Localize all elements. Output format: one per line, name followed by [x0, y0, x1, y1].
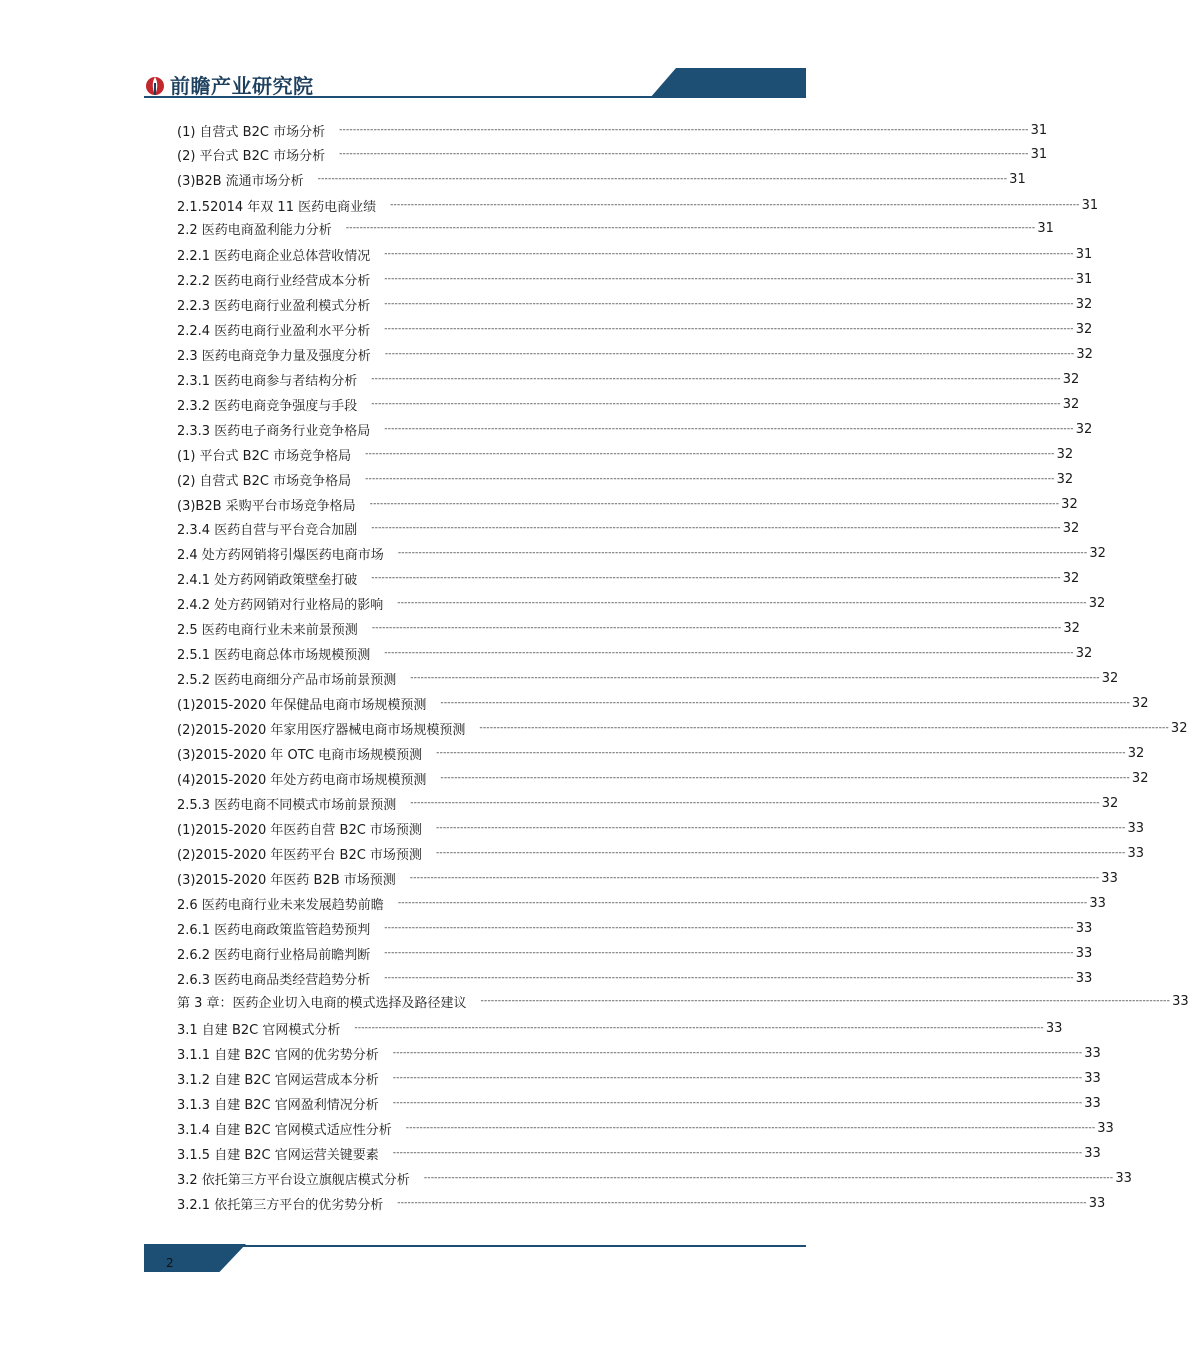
toc-leader-dashes: --------------------------------------------------------------------------------------------------------------------------------------------------------------------------------------------------------	[435, 823, 1126, 833]
toc-leader-dashes: --------------------------------------------------------------------------------------------------------------------------------------------------------------------------------------------------------	[392, 1048, 1083, 1058]
toc-entry-title: (1)2015-2020 年医药自营 B2C 市场预测	[177, 822, 422, 838]
toc-entry[interactable]	[177, 668, 1119, 688]
toc-entry-page: 32	[1062, 396, 1080, 412]
toc-entry-page: 32	[1075, 321, 1093, 337]
toc-entry-page: 32	[1089, 545, 1106, 561]
toc-entry-title: 3.1.1 自建 B2C 官网的优劣势分析	[177, 1047, 379, 1063]
toc-entry-page: 33	[1075, 920, 1093, 936]
toc-entry-page: 33	[1089, 895, 1106, 911]
toc-entry[interactable]	[177, 593, 1106, 613]
toc-entry-page: 33	[1088, 1195, 1106, 1211]
logo-flame-icon	[144, 74, 166, 96]
toc-leader-dashes: --------------------------------------------------------------------------------------------------------------------------------------------------------------------------------------------------------	[384, 648, 1074, 658]
toc-entry-title: 2.2 医药电商盈利能力分析	[177, 222, 332, 238]
toc-entry-title: (3)2015-2020 年医药 B2B 市场预测	[177, 872, 396, 888]
toc-entry-title: 2.4.1 处方药网销政策壁垒打破	[177, 572, 358, 588]
toc-entry-title: 3.2.1 依托第三方平台的优劣势分析	[177, 1197, 384, 1213]
toc-leader-dashes: --------------------------------------------------------------------------------------------------------------------------------------------------------------------------------------------------------	[384, 349, 1075, 359]
toc-entry-title: 3.1.2 自建 B2C 官网运营成本分析	[177, 1072, 379, 1088]
toc-entry[interactable]	[177, 269, 1093, 289]
toc-entry[interactable]	[177, 743, 1145, 763]
toc-entry-title: 2.5.3 医药电商不同模式市场前景预测	[177, 797, 397, 813]
toc-entry-title: 2.1.52014 年双 11 医药电商业绩	[177, 199, 377, 215]
toc-entry-page: 32	[1056, 446, 1074, 462]
toc-entry[interactable]	[177, 1193, 1106, 1213]
toc-entry-title: 第 3 章：医药企业切入电商的模式选择及路径建议	[177, 995, 467, 1011]
toc-entry-page: 32	[1076, 346, 1093, 362]
toc-leader-dashes: --------------------------------------------------------------------------------------------------------------------------------------------------------------------------------------------------------	[392, 1073, 1083, 1083]
toc-entry-title: 3.1.5 自建 B2C 官网运营关键要素	[177, 1147, 379, 1163]
toc-leader-dashes: --------------------------------------------------------------------------------------------------------------------------------------------------------------------------------------------------------	[397, 898, 1088, 908]
toc-entry-title: 3.1.4 自建 B2C 官网模式适应性分析	[177, 1122, 392, 1138]
toc-entry-page: 33	[1045, 1020, 1063, 1036]
toc-entry-page: 31	[1009, 171, 1026, 187]
toc-entry-page: 32	[1131, 770, 1149, 786]
toc-entry-title: (3)B2B 流通市场分析	[177, 173, 304, 189]
toc-leader-dashes: --------------------------------------------------------------------------------------------------------------------------------------------------------------------------------------------------------	[397, 598, 1087, 608]
toc-leader-dashes: --------------------------------------------------------------------------------------------------------------------------------------------------------------------------------------------------------	[339, 149, 1029, 159]
toc-leader-dashes: --------------------------------------------------------------------------------------------------------------------------------------------------------------------------------------------------------	[410, 798, 1100, 808]
toc-leader-dashes: --------------------------------------------------------------------------------------------------------------------------------------------------------------------------------------------------------	[479, 723, 1169, 733]
toc-leader-dashes: --------------------------------------------------------------------------------------------------------------------------------------------------------------------------------------------------------	[384, 249, 1074, 259]
toc-leader-dashes: --------------------------------------------------------------------------------------------------------------------------------------------------------------------------------------------------------	[440, 773, 1130, 783]
toc-entry-page: 32	[1131, 695, 1149, 711]
toc-entry-title: (1) 自营式 B2C 市场分析	[177, 124, 326, 140]
toc-entry-page: 33	[1075, 970, 1093, 986]
toc-entry[interactable]	[177, 618, 1080, 638]
toc-entry[interactable]	[177, 394, 1080, 414]
toc-entry-page: 32	[1062, 371, 1080, 387]
toc-leader-dashes: --------------------------------------------------------------------------------------------------------------------------------------------------------------------------------------------------------	[423, 1173, 1114, 1183]
toc-entry-page: 33	[1084, 1145, 1101, 1161]
toc-entry-title: 2.5.1 医药电商总体市场规模预测	[177, 647, 371, 663]
toc-entry[interactable]	[177, 1118, 1114, 1138]
toc-entry[interactable]	[177, 120, 1048, 140]
toc-entry[interactable]	[177, 169, 1026, 189]
toc-entry[interactable]	[177, 195, 1099, 215]
toc-leader-dashes: --------------------------------------------------------------------------------------------------------------------------------------------------------------------------------------------------------	[339, 125, 1029, 135]
toc-entry[interactable]	[177, 768, 1149, 788]
toc-entry-page: 32	[1075, 645, 1093, 661]
page-footer	[144, 1244, 806, 1272]
toc-entry[interactable]	[177, 518, 1080, 538]
toc-leader-dashes: --------------------------------------------------------------------------------------------------------------------------------------------------------------------------------------------------------	[371, 623, 1062, 633]
toc-entry-page: 31	[1030, 146, 1048, 162]
toc-entry-page: 33	[1084, 1070, 1101, 1086]
toc-entry[interactable]	[177, 868, 1118, 888]
toc-entry-page: 31	[1037, 220, 1054, 236]
toc-leader-dashes: --------------------------------------------------------------------------------------------------------------------------------------------------------------------------------------------------------	[345, 223, 1036, 233]
toc-entry-page: 33	[1075, 945, 1093, 961]
toc-entry-title: 2.3.1 医药电商参与者结构分析	[177, 373, 358, 389]
toc-leader-dashes: --------------------------------------------------------------------------------------------------------------------------------------------------------------------------------------------------------	[405, 1123, 1096, 1133]
toc-leader-dashes: --------------------------------------------------------------------------------------------------------------------------------------------------------------------------------------------------------	[384, 324, 1074, 334]
toc-entry-page: 32	[1088, 595, 1106, 611]
page-number: 2	[166, 1256, 174, 1270]
toc-entry[interactable]	[177, 1143, 1101, 1163]
toc-entry-title: 2.5.2 医药电商细分产品市场前景预测	[177, 672, 397, 688]
toc-entry[interactable]	[177, 818, 1144, 838]
toc-leader-dashes: --------------------------------------------------------------------------------------------------------------------------------------------------------------------------------------------------------	[436, 748, 1126, 758]
toc-entry-title: (2)2015-2020 年医药平台 B2C 市场预测	[177, 847, 422, 863]
logo-text: 前瞻产业研究院	[170, 74, 314, 98]
toc-entry[interactable]	[177, 1043, 1101, 1063]
toc-entry-page: 31	[1075, 246, 1093, 262]
toc-entry-title: (4)2015-2020 年处方药电商市场规模预测	[177, 772, 427, 788]
toc-entry-page: 32	[1063, 620, 1080, 636]
toc-leader-dashes: --------------------------------------------------------------------------------------------------------------------------------------------------------------------------------------------------------	[365, 474, 1055, 484]
toc-entry-page: 33	[1172, 993, 1189, 1009]
toc-entry-title: (2) 自营式 B2C 市场竞争格局	[177, 473, 352, 489]
toc-entry-page: 33	[1127, 845, 1144, 861]
toc-leader-dashes: --------------------------------------------------------------------------------------------------------------------------------------------------------------------------------------------------------	[435, 848, 1126, 858]
toc-leader-dashes: --------------------------------------------------------------------------------------------------------------------------------------------------------------------------------------------------------	[384, 274, 1074, 284]
toc-entry[interactable]	[177, 1068, 1101, 1088]
toc-entry-title: 2.6.3 医药电商品类经营趋势分析	[177, 972, 371, 988]
toc-entry-page: 32	[1170, 720, 1188, 736]
footer-tab	[144, 1244, 246, 1272]
toc-leader-dashes: --------------------------------------------------------------------------------------------------------------------------------------------------------------------------------------------------------	[392, 1148, 1083, 1158]
toc-leader-dashes: --------------------------------------------------------------------------------------------------------------------------------------------------------------------------------------------------------	[384, 299, 1074, 309]
toc-entry-title: 3.1 自建 B2C 官网模式分析	[177, 1022, 341, 1038]
toc-leader-dashes: --------------------------------------------------------------------------------------------------------------------------------------------------------------------------------------------------------	[440, 698, 1130, 708]
toc-entry-page: 32	[1101, 795, 1119, 811]
toc-entry[interactable]	[177, 893, 1106, 913]
toc-entry-title: 3.1.3 自建 B2C 官网盈利情况分析	[177, 1097, 379, 1113]
toc-entry[interactable]	[177, 1018, 1063, 1038]
toc-entry[interactable]	[177, 568, 1080, 588]
toc-entry[interactable]	[177, 294, 1093, 314]
toc-entry[interactable]	[177, 1093, 1101, 1113]
toc-entry-title: (1)2015-2020 年保健品电商市场规模预测	[177, 697, 427, 713]
toc-entry[interactable]	[177, 319, 1093, 339]
toc-entry-title: 2.6 医药电商行业未来发展趋势前瞻	[177, 897, 384, 913]
toc-entry[interactable]	[177, 718, 1188, 738]
toc-leader-dashes: --------------------------------------------------------------------------------------------------------------------------------------------------------------------------------------------------------	[390, 200, 1080, 210]
toc-entry[interactable]	[177, 918, 1093, 938]
toc-entry[interactable]	[177, 369, 1080, 389]
toc-entry-page: 32	[1101, 670, 1119, 686]
toc-leader-dashes: --------------------------------------------------------------------------------------------------------------------------------------------------------------------------------------------------------	[409, 873, 1100, 883]
toc-leader-dashes: --------------------------------------------------------------------------------------------------------------------------------------------------------------------------------------------------------	[371, 523, 1061, 533]
toc-leader-dashes: --------------------------------------------------------------------------------------------------------------------------------------------------------------------------------------------------------	[384, 948, 1074, 958]
toc-entry-page: 31	[1081, 197, 1099, 213]
toc-entry-title: 2.2.3 医药电商行业盈利模式分析	[177, 298, 371, 314]
toc-entry-title: 2.2.2 医药电商行业经营成本分析	[177, 273, 371, 289]
toc-entry-page: 33	[1084, 1045, 1101, 1061]
logo	[144, 70, 314, 99]
toc-entry-page: 32	[1061, 496, 1078, 512]
toc-entry[interactable]	[177, 444, 1074, 464]
toc-leader-dashes: --------------------------------------------------------------------------------------------------------------------------------------------------------------------------------------------------------	[397, 548, 1088, 558]
toc-entry-title: 2.4.2 处方药网销对行业格局的影响	[177, 597, 384, 613]
toc-entry-title: 2.2.1 医药电商企业总体营收情况	[177, 248, 371, 264]
toc-leader-dashes: --------------------------------------------------------------------------------------------------------------------------------------------------------------------------------------------------------	[365, 449, 1055, 459]
toc-entry-title: (1) 平台式 B2C 市场竞争格局	[177, 448, 352, 464]
toc-entry[interactable]	[177, 693, 1149, 713]
toc-entry-page: 32	[1075, 296, 1093, 312]
toc-entry-title: 2.4 处方药网销将引爆医药电商市场	[177, 547, 384, 563]
toc-entry-title: 3.2 依托第三方平台设立旗舰店模式分析	[177, 1172, 410, 1188]
toc-leader-dashes: --------------------------------------------------------------------------------------------------------------------------------------------------------------------------------------------------------	[317, 174, 1008, 184]
toc-entry-page: 32	[1127, 745, 1145, 761]
toc-entry-title: 2.3.3 医药电子商务行业竞争格局	[177, 423, 371, 439]
toc-entry-page: 32	[1075, 421, 1093, 437]
toc-entry-page: 33	[1127, 820, 1144, 836]
toc-entry-title: 2.2.4 医药电商行业盈利水平分析	[177, 323, 371, 339]
toc-entry-page: 33	[1084, 1095, 1101, 1111]
toc-entry-title: 2.6.2 医药电商行业格局前瞻判断	[177, 947, 371, 963]
toc-entry-page: 33	[1101, 870, 1118, 886]
toc-entry-title: 2.5 医药电商行业未来前景预测	[177, 622, 358, 638]
toc-entry-page: 32	[1062, 570, 1080, 586]
toc-entry-page: 31	[1030, 122, 1048, 138]
toc-entry[interactable]	[177, 244, 1093, 264]
toc-leader-dashes: --------------------------------------------------------------------------------------------------------------------------------------------------------------------------------------------------------	[384, 923, 1074, 933]
toc-entry-title: (3)B2B 采购平台市场竞争格局	[177, 498, 356, 514]
toc-leader-dashes: --------------------------------------------------------------------------------------------------------------------------------------------------------------------------------------------------------	[369, 499, 1060, 509]
toc-leader-dashes: --------------------------------------------------------------------------------------------------------------------------------------------------------------------------------------------------------	[410, 673, 1100, 683]
toc-entry-title: (2)2015-2020 年家用医疗器械电商市场规模预测	[177, 722, 466, 738]
toc-entry-title: (3)2015-2020 年 OTC 电商市场规模预测	[177, 747, 423, 763]
toc-leader-dashes: --------------------------------------------------------------------------------------------------------------------------------------------------------------------------------------------------------	[397, 1198, 1087, 1208]
header-tab	[650, 68, 806, 98]
toc-entry-title: 2.3 医药电商竞争力量及强度分析	[177, 348, 371, 364]
toc-entry[interactable]	[177, 218, 1054, 238]
toc-entry[interactable]	[177, 494, 1078, 514]
toc-entry[interactable]	[177, 793, 1119, 813]
toc-entry[interactable]	[177, 843, 1144, 863]
toc-leader-dashes: --------------------------------------------------------------------------------------------------------------------------------------------------------------------------------------------------------	[392, 1098, 1083, 1108]
toc-leader-dashes: --------------------------------------------------------------------------------------------------------------------------------------------------------------------------------------------------------	[480, 996, 1171, 1006]
toc-entry-title: 2.6.1 医药电商政策监管趋势预判	[177, 922, 371, 938]
toc-leader-dashes: --------------------------------------------------------------------------------------------------------------------------------------------------------------------------------------------------------	[384, 424, 1074, 434]
toc-entry[interactable]	[177, 1168, 1132, 1188]
toc-entry-title: (2) 平台式 B2C 市场分析	[177, 148, 326, 164]
toc-entry-title: 2.3.4 医药自营与平台竞合加剧	[177, 522, 358, 538]
toc-leader-dashes: --------------------------------------------------------------------------------------------------------------------------------------------------------------------------------------------------------	[371, 399, 1061, 409]
toc-entry-title: 2.3.2 医药电商竞争强度与手段	[177, 398, 358, 414]
toc-leader-dashes: --------------------------------------------------------------------------------------------------------------------------------------------------------------------------------------------------------	[371, 573, 1061, 583]
toc-leader-dashes: --------------------------------------------------------------------------------------------------------------------------------------------------------------------------------------------------------	[354, 1023, 1044, 1033]
toc-entry[interactable]	[177, 968, 1093, 988]
toc-entry-page: 31	[1075, 271, 1093, 287]
toc-entry[interactable]	[177, 943, 1093, 963]
toc-entry[interactable]	[177, 419, 1093, 439]
toc-entry[interactable]	[177, 991, 1189, 1011]
toc-entry-page: 32	[1056, 471, 1074, 487]
toc-entry[interactable]	[177, 469, 1074, 489]
toc-entry-page: 33	[1115, 1170, 1132, 1186]
page-header	[144, 68, 806, 98]
toc-entry[interactable]	[177, 144, 1048, 164]
toc-leader-dashes: --------------------------------------------------------------------------------------------------------------------------------------------------------------------------------------------------------	[384, 973, 1074, 983]
toc-entry[interactable]	[177, 344, 1093, 364]
toc-leader-dashes: --------------------------------------------------------------------------------------------------------------------------------------------------------------------------------------------------------	[371, 374, 1061, 384]
toc-entry-page: 32	[1062, 520, 1080, 536]
toc-entry[interactable]	[177, 643, 1093, 663]
toc-entry-page: 33	[1097, 1120, 1114, 1136]
toc-entry[interactable]	[177, 543, 1106, 563]
